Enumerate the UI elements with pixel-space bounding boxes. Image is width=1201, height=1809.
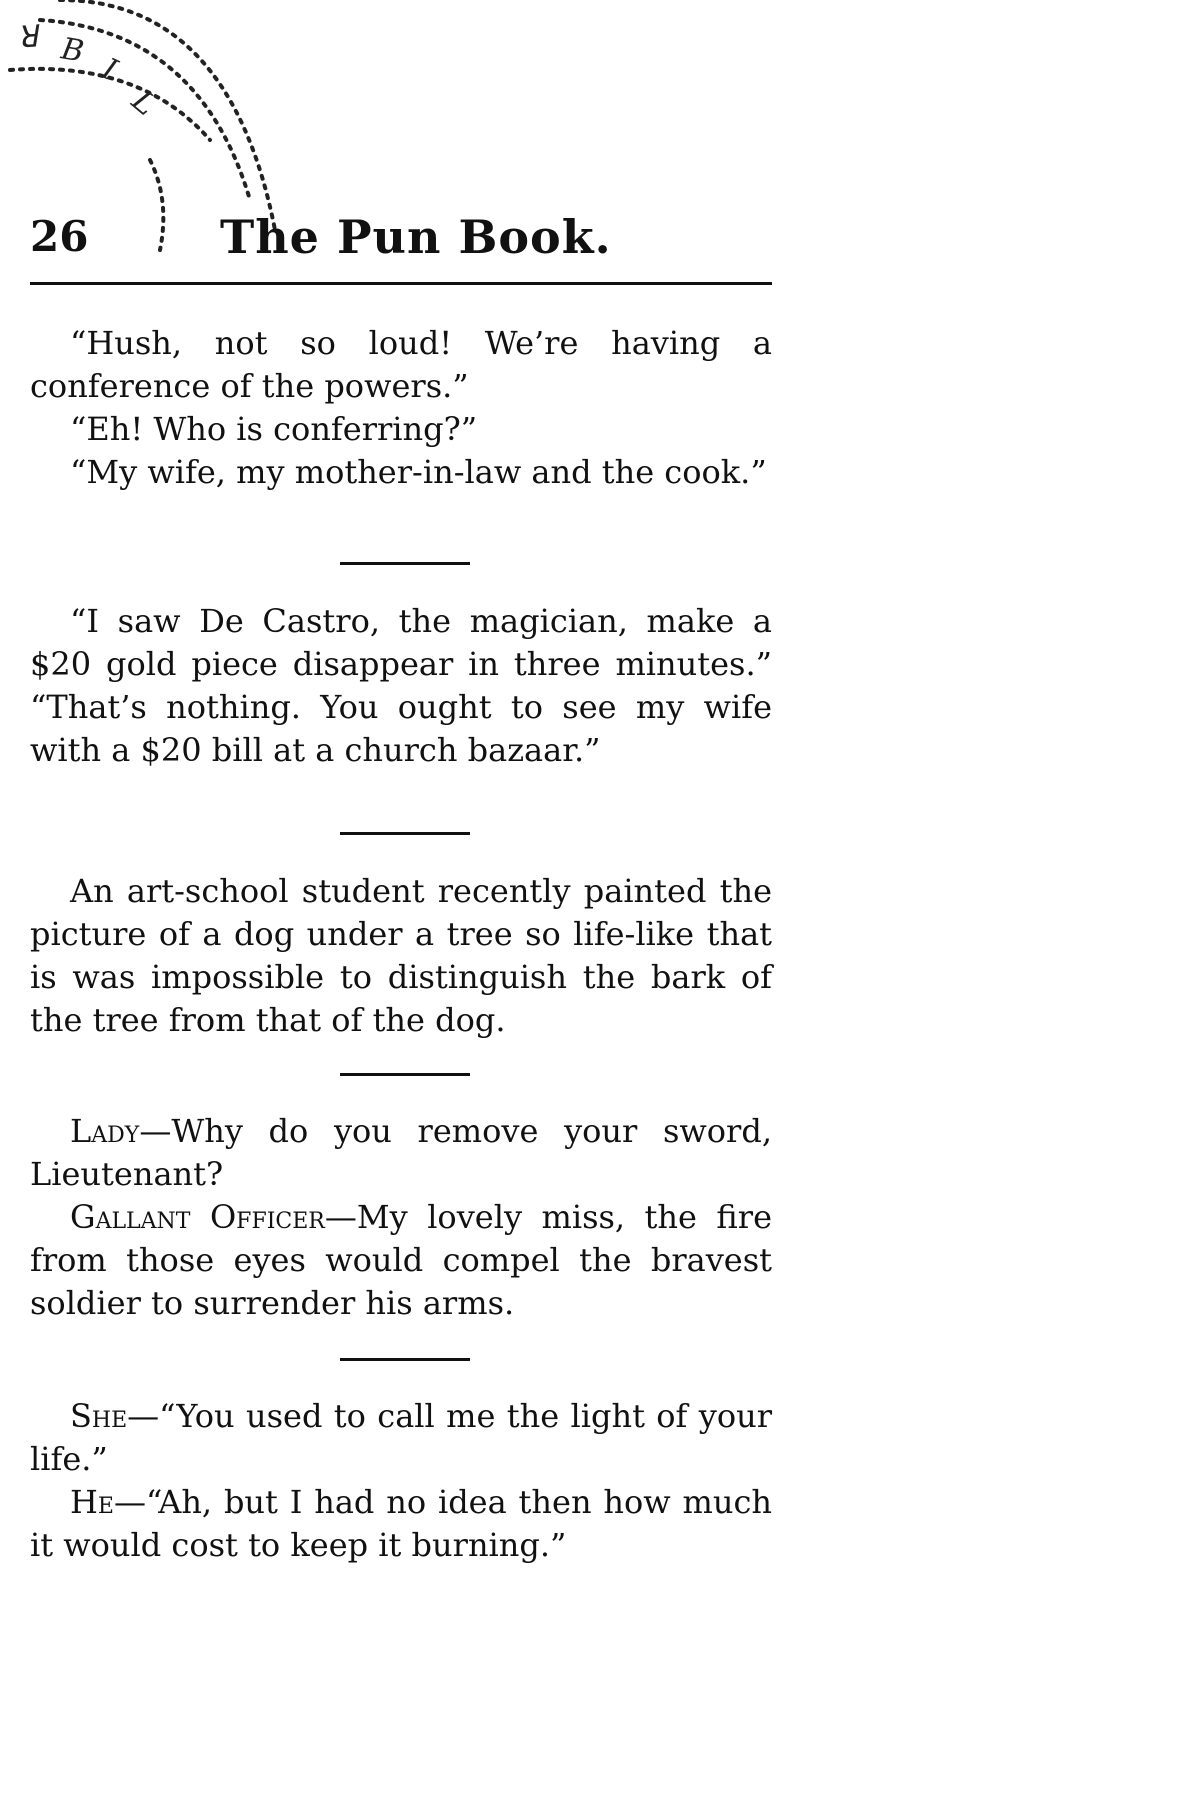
joke-separator [340, 562, 470, 565]
dialogue-line [30, 1395, 772, 1481]
joke-paragraph: “I saw De Castro, the magician, make a $20 gold piece disappear in three minutes.” “That’s nothing. You ought to see my wife with a $20 bill at a church bazaar.” [30, 602, 772, 769]
dialogue-text: —“You used to call me the light of your life.” [30, 1397, 772, 1478]
library-stamp [0, 0, 300, 330]
svg-text:B: B [58, 31, 87, 70]
joke-item [30, 1110, 772, 1325]
speaker-label: He [70, 1483, 114, 1521]
joke-paragraph: “My wife, my mother-in-law and the cook.” [70, 453, 767, 491]
svg-text:I: I [96, 51, 123, 89]
dialogue-line [30, 1481, 772, 1567]
svg-text:L: L [124, 83, 163, 123]
joke-paragraph: “Eh! Who is conferring?” [70, 410, 478, 448]
joke-item [30, 600, 772, 772]
joke-paragraph: “Hush, not so loud! We’re having a conference of the powers.” [30, 324, 772, 405]
dialogue-text: —Why do you remove your sword, Lieutenant? [30, 1112, 772, 1193]
joke-item [30, 1395, 772, 1567]
header-rule [30, 282, 772, 285]
joke-paragraph: An art-school student recently painted the picture of a dog under a tree so life-like that is was impossible to distinguish the bark of the tree from that of the dog. [30, 872, 772, 1039]
joke-separator [340, 832, 470, 835]
joke-item [30, 870, 772, 1042]
dialogue-line [30, 1110, 772, 1196]
page-number: 26 [30, 212, 89, 261]
joke-item [30, 322, 772, 494]
svg-text:ꓤ: ꓤ [15, 19, 40, 56]
page-header [30, 210, 772, 270]
speaker-label: Gallant Officer [70, 1198, 325, 1236]
running-head: The Pun Book. [220, 210, 612, 264]
speaker-label: Lady [70, 1112, 140, 1150]
dialogue-text: —“Ah, but I had no idea then how much it would cost to keep it burning.” [30, 1483, 772, 1564]
dialogue-text: —My lovely miss, the fire from those eyes would compel the bravest soldier to surrender his arms. [30, 1198, 772, 1322]
joke-separator [340, 1358, 470, 1361]
speaker-label: She [70, 1397, 128, 1435]
joke-separator [340, 1073, 470, 1076]
dialogue-line [30, 1196, 772, 1325]
